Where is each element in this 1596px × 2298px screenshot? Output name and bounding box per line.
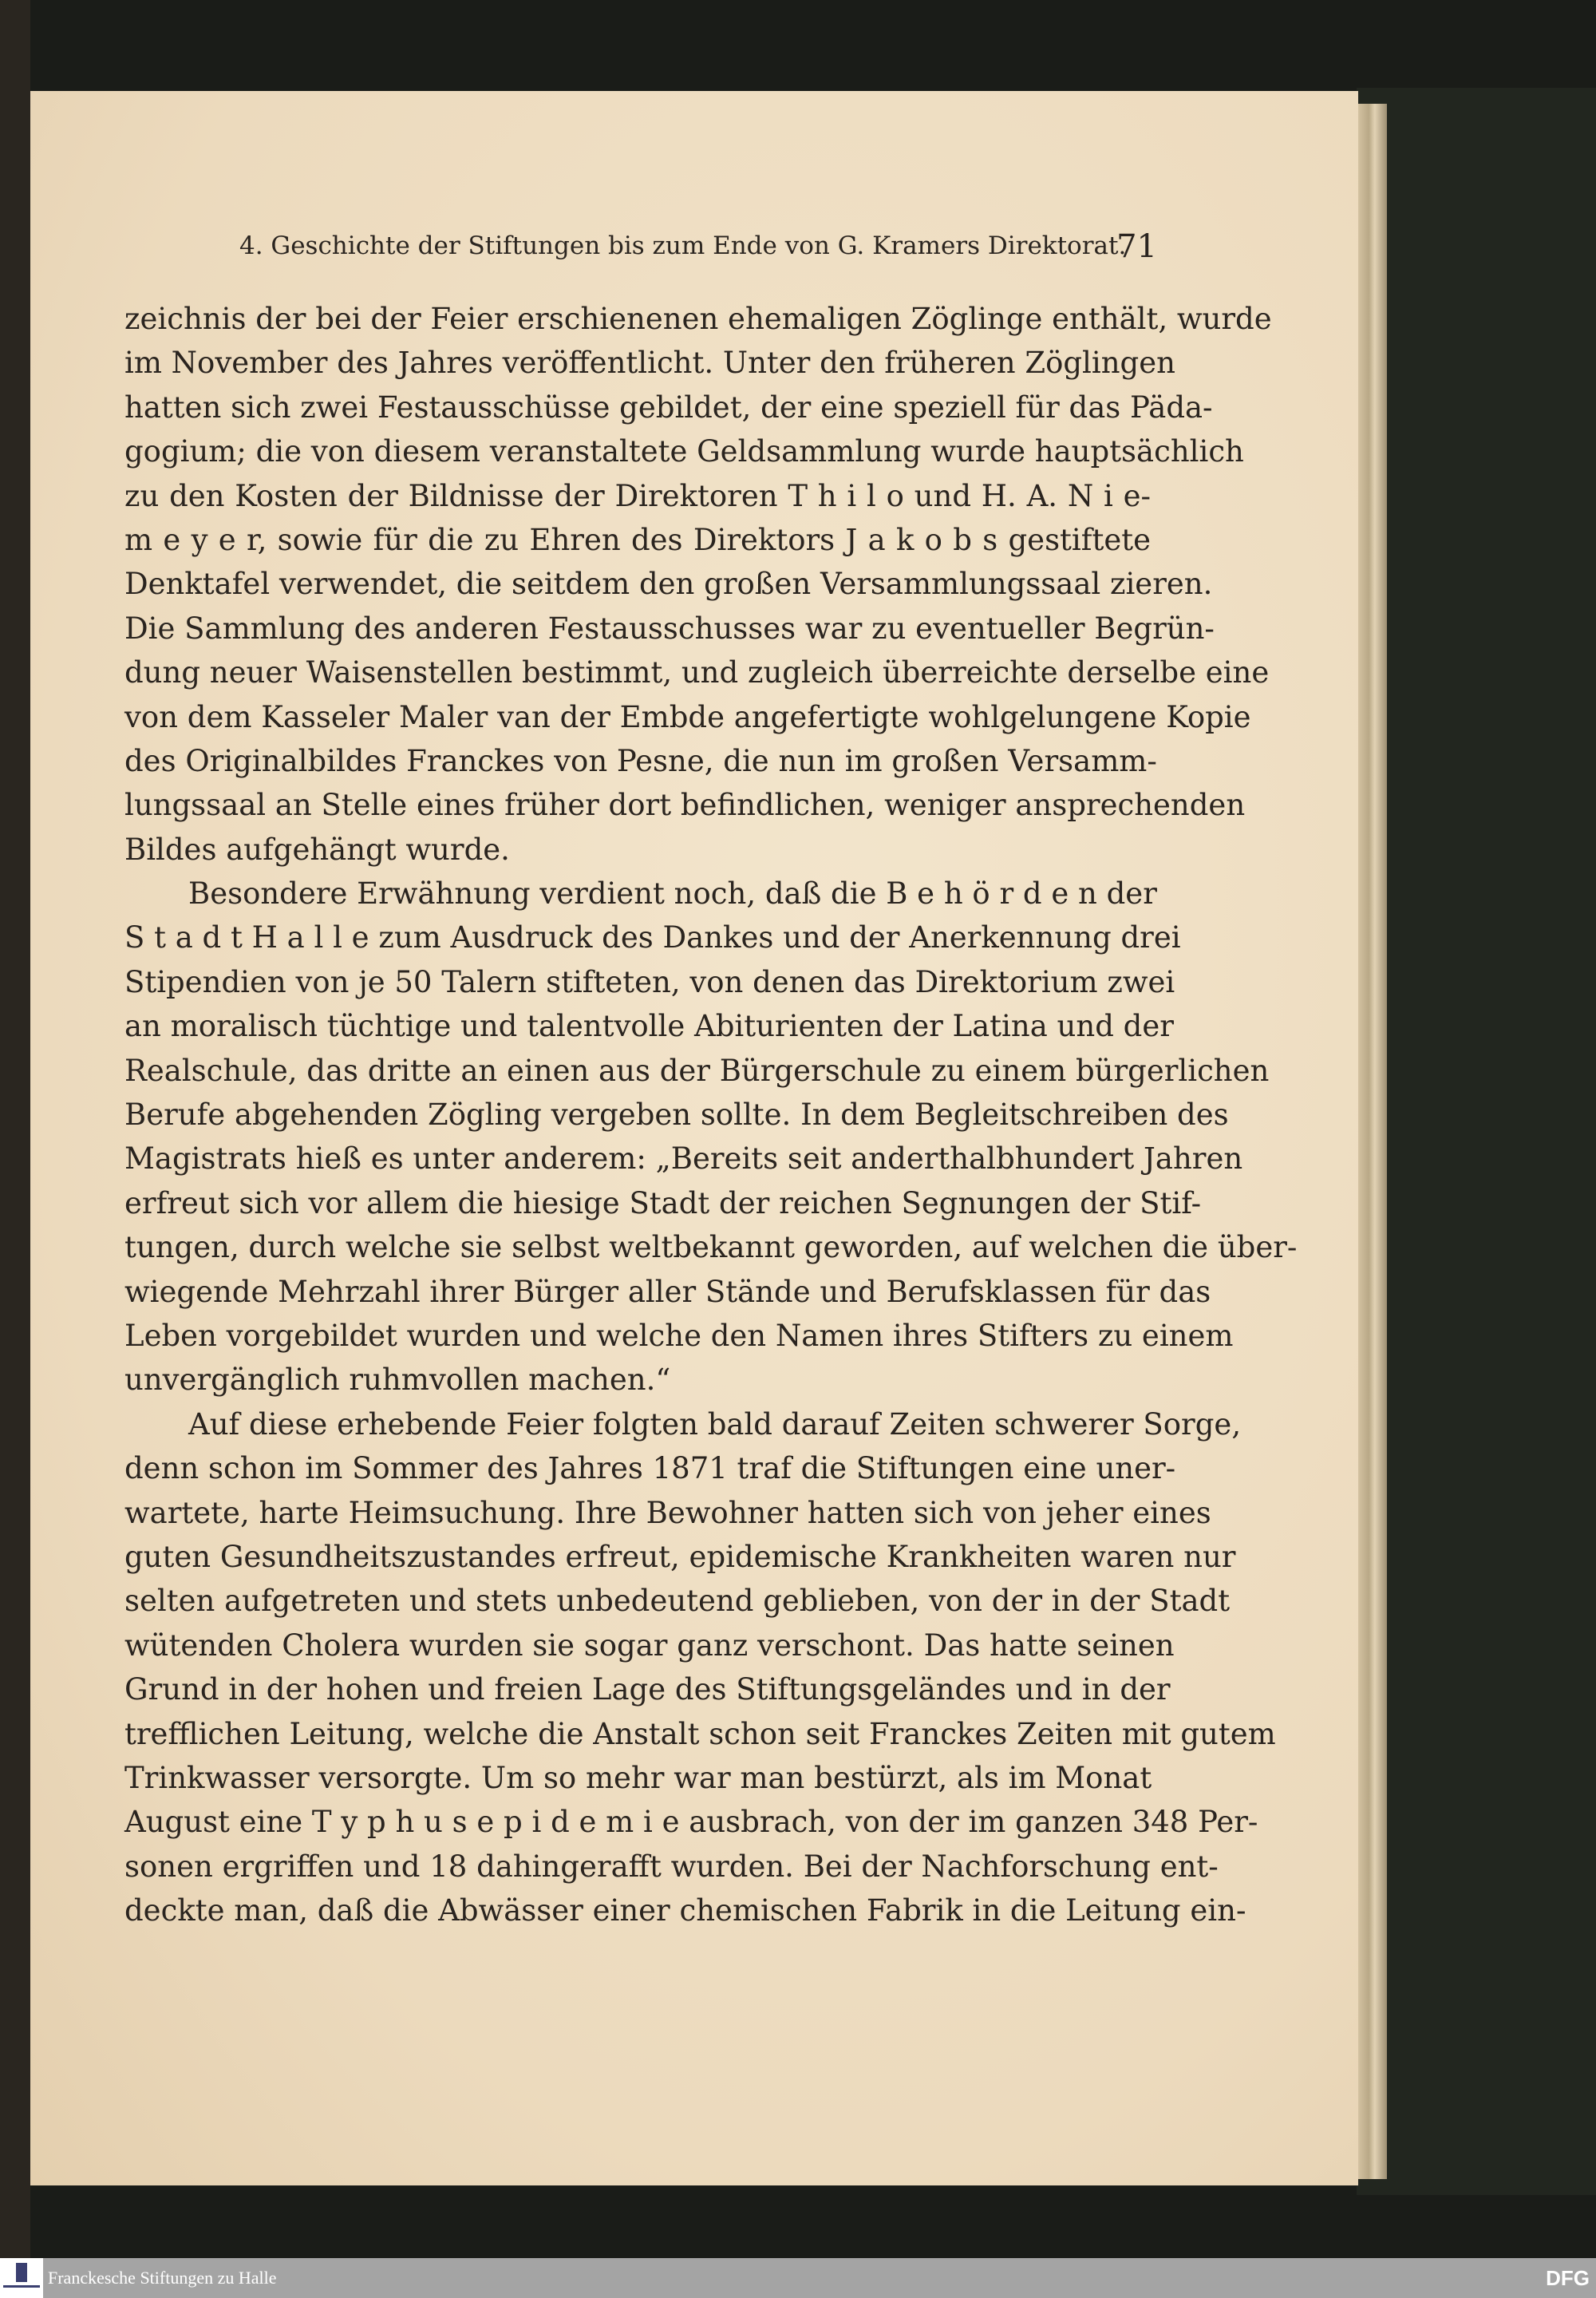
text-line: Grund in der hohen und freien Lage des Stiftungsgeländes und in der xyxy=(124,1672,1171,1707)
text-line: Berufe abgehenden Zögling vergeben sollte. In dem Begleitschreiben des xyxy=(124,1098,1229,1133)
text-line: Auf diese erhebende Feier folgten bald darauf Zeiten schwerer Sorge, xyxy=(188,1406,1242,1442)
book-spine-left xyxy=(0,0,30,2258)
text-line: zu den Kosten der Bildnisse der Direktoren T h i l o und H. A. N i e- xyxy=(124,478,1151,513)
text-line: zeichnis der bei der Feier erschienenen ehemaligen Zöglinge enthält, wurde xyxy=(124,302,1272,336)
logo-caption-mark xyxy=(3,2285,40,2288)
text-line: deckte man, daß die Abwässer einer chemischen Fabrik in die Leitung ein- xyxy=(124,1893,1246,1928)
text-line: lungssaal an Stelle eines früher dort befindlichen, weniger ansprechenden xyxy=(124,788,1246,823)
institution-logo[interactable] xyxy=(0,2258,43,2298)
text-line: trefflichen Leitung, welche die Anstalt schon seit Franckes Zeiten mit gutem xyxy=(124,1716,1276,1751)
page-edges xyxy=(1357,104,1387,2179)
text-line: Stipendien von je 50 Talern stifteten, von denen das Direktorium zwei xyxy=(124,964,1175,999)
page-body-text xyxy=(124,297,1298,1932)
text-line: an moralisch tüchtige und talentvolle Abiturienten der Latina und der xyxy=(124,1009,1174,1044)
institution-name[interactable]: Franckesche Stiftungen zu Halle xyxy=(48,2268,277,2288)
text-line: selten aufgetreten und stets unbedeutend geblieben, von der in der Stadt xyxy=(124,1584,1231,1619)
text-line: hatten sich zwei Festausschüsse gebildet, der eine speziell für das Päda- xyxy=(124,390,1213,425)
text-line: denn schon im Sommer des Jahres 1871 traf die Stiftungen eine uner- xyxy=(124,1451,1176,1486)
text-line: wartete, harte Heimsuchung. Ihre Bewohner hatten sich von jeher eines xyxy=(124,1495,1211,1530)
text-line: m e y e r, sowie für die zu Ehren des Direktors J a k o b s gestiftete xyxy=(124,522,1151,557)
dfg-logo[interactable]: DFG xyxy=(1546,2266,1590,2290)
text-line: guten Gesundheitszustandes erfreut, epidemische Krankheiten waren nur xyxy=(124,1539,1236,1574)
text-line: Besondere Erwähnung verdient noch, daß die B e h ö r d e n der xyxy=(188,876,1157,912)
text-line: im November des Jahres veröffentlicht. Unter den früheren Zöglingen xyxy=(124,346,1175,381)
text-line: tungen, durch welche sie selbst weltbekannt geworden, auf welchen die über- xyxy=(124,1230,1298,1265)
text-line: wütenden Cholera wurden sie sogar ganz verschont. Das hatte seinen xyxy=(124,1628,1175,1663)
text-line: Magistrats hieß es unter anderem: „Bereits seit anderthalbhundert Jahren xyxy=(124,1141,1243,1177)
text-line: Bildes aufgehängt wurde. xyxy=(124,832,510,867)
text-line: Die Sammlung des anderen Festausschusses war zu eventueller Begrün- xyxy=(124,611,1215,646)
text-line: von dem Kasseler Maler van der Embde angefertigte wohlgelungene Kopie xyxy=(124,699,1251,734)
text-line: des Originalbildes Franckes von Pesne, die nun im großen Versamm- xyxy=(124,743,1157,778)
footer-bar xyxy=(0,2258,1596,2298)
text-line: S t a d t H a l l e zum Ausdruck des Dankes und der Anerkennung drei xyxy=(124,920,1181,955)
chapter-title: 4. Geschichte der Stiftungen bis zum Ende von G. Kramers Direktorat. xyxy=(239,231,1127,260)
text-line: sonen ergriffen und 18 dahingerafft wurden. Bei der Nachforschung ent- xyxy=(124,1849,1219,1884)
text-line: erfreut sich vor allem die hiesige Stadt der reichen Segnungen der Stif- xyxy=(124,1185,1202,1220)
text-line: wiegende Mehrzahl ihrer Bürger aller Stände und Berufsklassen für das xyxy=(124,1274,1211,1309)
text-line: Denktafel verwendet, die seitdem den großen Versammlungssaal zieren. xyxy=(124,567,1213,602)
logo-figure-icon xyxy=(16,2263,27,2282)
text-line: Realschule, das dritte an einen aus der Bürgerschule zu einem bürgerlichen xyxy=(124,1053,1270,1088)
text-line: Trinkwasser versorgte. Um so mehr war man bestürzt, als im Monat xyxy=(124,1760,1152,1795)
text-line: unvergänglich ruhmvollen machen.“ xyxy=(124,1363,671,1398)
text-line: Leben vorgebildet wurden und welche den Namen ihres Stifters zu einem xyxy=(124,1318,1234,1353)
book-cover xyxy=(1357,88,1596,2195)
text-line: gogium; die von diesem veranstaltete Geldsammlung wurde hauptsächlich xyxy=(124,434,1244,469)
text-line: dung neuer Waisenstellen bestimmt, und zugleich überreichte derselbe eine xyxy=(124,655,1270,690)
text-line: August eine T y p h u s e p i d e m i e ausbrach, von der im ganzen 348 Per- xyxy=(124,1805,1258,1840)
page-number: 71 xyxy=(1116,228,1157,265)
